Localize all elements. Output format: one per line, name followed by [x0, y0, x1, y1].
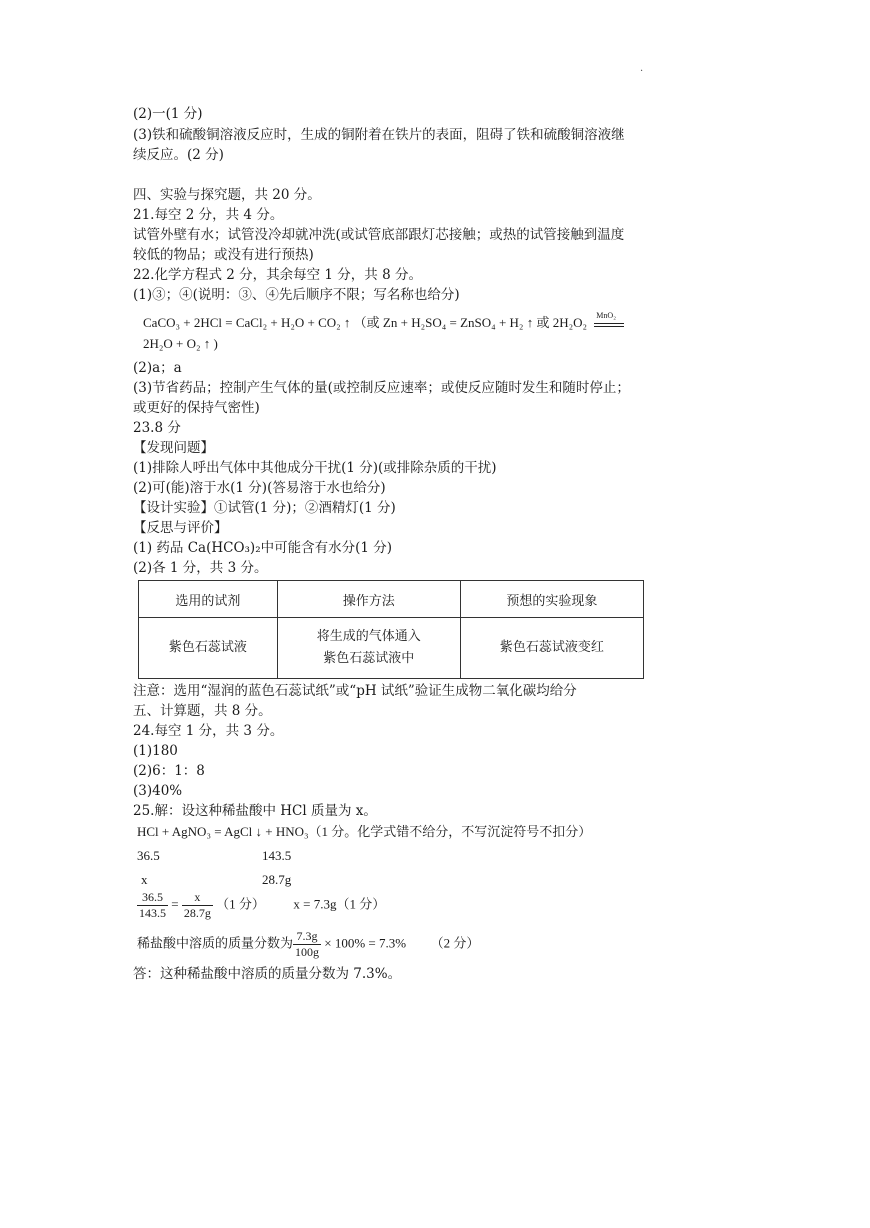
question-heading: 21.每空 2 分，共 4 分。 — [133, 207, 284, 223]
answer-line: (1)180 — [133, 743, 178, 759]
answer-line: (1)排除人呼出气体中其他成分干扰(1 分)(或排除杂质的干扰) — [133, 460, 497, 476]
answer-line: (3)节省药品；控制产生气体的量(或控制反应速率；或使反应随时发生和随时停止； — [133, 380, 630, 396]
question-heading: 23.8 分 — [133, 420, 181, 436]
answer-line: 试管外壁有水；试管没冷却就冲洗(或试管底部跟灯芯接触；或热的试管接触到温度 — [133, 227, 625, 243]
catalyst-label: MnO₂ — [596, 311, 616, 320]
equation-line-2: 2H₂O + O₂ ↑ ) — [143, 336, 218, 351]
reaction-equation: HCl + AgNO₃ = AgCl ↓ + HNO₃（1 分。化学式错不给分，不写沉淀符号不扣分） — [137, 824, 592, 839]
mass-fraction: $\frac{7.3g}{100g}$ — [295, 929, 320, 959]
agcl-mass: 28.7g — [262, 872, 292, 887]
answer-line: (2)可(能)溶于水(1 分)(答易溶于水也给分) — [133, 480, 386, 496]
page-dot: · — [640, 66, 644, 77]
question-heading: 22.化学方程式 2 分，其余每空 1 分，共 8 分。 — [133, 267, 422, 283]
mass-fraction-equation: 稀盐酸中溶质的质量分数为 $\frac{7.3g}{100g}$ × 100% = 7.3% （2 分） — [137, 929, 480, 959]
molar-mass-hcl: 36.5 — [137, 848, 160, 863]
final-answer: 答：这种稀盐酸中溶质的质量分数为 7.3%。 — [133, 966, 402, 982]
answer-line: (2)各 1 分，共 3 分。 — [133, 560, 268, 576]
subsection-heading: 【发现问题】 — [133, 440, 214, 456]
table-cell: 将生成的气体通入 紫色石蕊试液中 — [277, 618, 460, 679]
table-header: 预想的实验现象 — [460, 581, 643, 618]
table-header: 操作方法 — [277, 581, 460, 618]
table-row — [139, 618, 644, 679]
answer-line: (3)铁和硫酸铜溶液反应时，生成的铜附着在铁片的表面，阻碍了铁和硫酸铜溶液继 — [133, 127, 625, 143]
note-line: 注意：选用“湿润的蓝色石蕊试纸”或“pH 试纸”验证生成物二氧化碳均给分 — [133, 683, 577, 699]
answer-line: 较低的物品；或没有进行预热) — [133, 247, 314, 263]
answer-line: 【设计实验】①试管(1 分)；②酒精灯(1 分) — [133, 500, 396, 516]
question-heading: 24.每空 1 分，共 3 分。 — [133, 723, 284, 739]
answer-line: 或更好的保持气密性) — [133, 400, 260, 416]
reagent-table — [138, 580, 644, 679]
answer-line: (2)6：1：8 — [133, 763, 205, 779]
answer-line: (2)a；a — [133, 360, 182, 376]
fraction-right: $\frac{x}{28.7g}$ — [183, 890, 211, 920]
answer-line: 续反应。(2 分) — [133, 147, 224, 163]
section-heading: 四、实验与探究题，共 20 分。 — [133, 187, 321, 203]
result-x: x = 7.3g（1 分） — [293, 896, 386, 912]
unknown-x: x — [141, 872, 148, 887]
answer-line: (2)一(1 分) — [133, 106, 203, 122]
answer-line: (1) 药品 Ca(HCO₃)₂中可能含有水分(1 分) — [133, 540, 393, 556]
table-header: 选用的试剂 — [139, 581, 278, 618]
table-header-row — [139, 581, 644, 618]
catalyst-arrow — [594, 311, 624, 327]
chemical-equation — [143, 313, 624, 333]
answer-line: (1)③；④(说明：③、④先后顺序不限；写名称也给分) — [133, 287, 460, 303]
proportion-equation: $\frac{36.5}{143.5}$ = $\frac{x}{28.7g}$ （1 分） x = 7.3g（1 分） — [139, 890, 386, 920]
section-heading: 五、计算题，共 8 分。 — [133, 703, 272, 719]
answer-line: (3)40% — [133, 783, 183, 799]
table-cell: 紫色石蕊试液 — [139, 618, 278, 679]
question-heading: 25.解：设这种稀盐酸中 HCl 质量为 x。 — [133, 803, 377, 819]
subsection-heading: 【反思与评价】 — [133, 520, 228, 536]
equation-line-1: CaCO₃ + 2HCl = CaCl₂ + H₂O + CO₂ ↑ （或 Zn + H₂SO₄ = ZnSO₄ + H₂ ↑ 或 2H₂O₂ — [143, 315, 588, 330]
table-cell: 紫色石蕊试液变红 — [460, 618, 643, 679]
molar-mass-agcl: 143.5 — [262, 848, 292, 863]
fraction-left: $\frac{36.5}{143.5}$ — [139, 890, 166, 920]
